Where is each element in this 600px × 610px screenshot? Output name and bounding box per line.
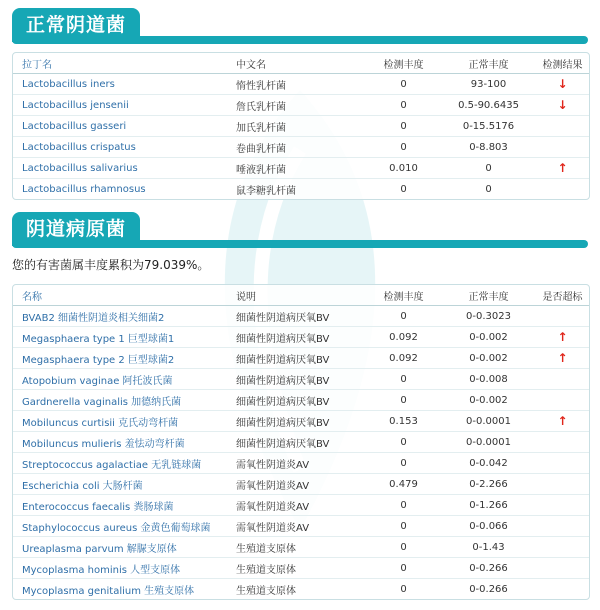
cell-normal: 0-0.066 — [441, 516, 536, 537]
table-row — [13, 158, 589, 179]
col-flag: 是否超标 — [536, 285, 589, 306]
pathogen-table — [12, 284, 590, 600]
cell-name: Mycoplasma hominis 人型支原体 — [13, 558, 227, 579]
cell-cn: 卷曲乳杆菌 — [227, 137, 366, 158]
cell-detected: 0 — [366, 537, 441, 558]
cell-desc: 生殖道支原体 — [236, 585, 296, 597]
table-row — [13, 432, 589, 453]
cell-flag — [536, 453, 589, 474]
cell-normal: 0-0.002 — [441, 327, 536, 348]
section-pathogen-title: 阴道病原菌 — [12, 212, 140, 246]
cell-desc: 细菌性阴道病厌氧BV — [227, 306, 366, 327]
table-row — [13, 453, 589, 474]
cell-normal: 0-0.002 — [441, 348, 536, 369]
cell-detected: 0 — [366, 390, 441, 411]
col-result: 检测结果 — [536, 53, 589, 74]
cell-detected: 0 — [366, 453, 441, 474]
cell-normal: 0-2.266 — [441, 474, 536, 495]
cell-desc: 细菌性阴道病厌氧BV — [227, 432, 366, 453]
cell-flag — [536, 579, 589, 600]
cell-normal: 0 — [441, 158, 536, 179]
cell-name: Gardnerella vaginalis 加德纳氏菌 — [13, 390, 227, 411]
table-row — [13, 95, 589, 116]
table-header-row — [13, 53, 589, 74]
cell-desc: 细菌性阴道病厌氧BV — [227, 411, 366, 432]
cell-latin: Lactobacillus rhamnosus — [22, 183, 146, 195]
cell-normal: 0-0.266 — [469, 583, 508, 595]
cell-desc: 细菌性阴道病厌氧BV — [227, 390, 366, 411]
cell-normal: 0-0.002 — [441, 390, 536, 411]
section-pathogen-header — [12, 212, 588, 254]
arrow-up-icon: ↑ — [557, 161, 568, 175]
cell-detected: 0.092 — [366, 327, 441, 348]
cell-latin: Lactobacillus jensenii — [13, 95, 227, 116]
cell-name: Ureaplasma parvum 解脲支原体 — [13, 537, 227, 558]
cell-flag — [536, 306, 589, 327]
cell-detected: 0 — [400, 183, 407, 195]
cell-detected: 0.479 — [366, 474, 441, 495]
arrow-down-icon: ↓ — [557, 77, 568, 91]
cell-flag — [536, 558, 589, 579]
cell-flag — [536, 432, 589, 453]
cell-cn: 加氏乳杆菌 — [227, 116, 366, 137]
cell-name: Megasphaera type 1 巨型球菌1 — [13, 327, 227, 348]
cell-detected: 0 — [366, 369, 441, 390]
cell-desc: 生殖道支原体 — [227, 537, 366, 558]
cell-result — [536, 116, 589, 137]
col-normal: 正常丰度 — [441, 53, 536, 74]
cell-desc: 需氧性阴道炎AV — [227, 453, 366, 474]
table-row — [13, 537, 589, 558]
table-row — [13, 179, 589, 200]
arrow-up-icon: ↑ — [557, 351, 568, 365]
cell-flag — [536, 474, 589, 495]
table-row — [13, 579, 589, 600]
cell-result — [536, 95, 589, 116]
cell-latin: Lactobacillus crispatus — [13, 137, 227, 158]
cell-detected: 0 — [366, 432, 441, 453]
cell-normal: 0-0.266 — [441, 558, 536, 579]
table-row — [13, 74, 589, 95]
cell-name: Enterococcus faecalis 粪肠球菌 — [13, 495, 227, 516]
section-normal-title: 正常阴道菌 — [12, 8, 140, 42]
cell-detected: 0 — [366, 495, 441, 516]
col-detected: 检测丰度 — [366, 285, 441, 306]
cell-detected: 0 — [400, 583, 407, 595]
cell-desc: 细菌性阴道病厌氧BV — [227, 327, 366, 348]
cell-desc: 细菌性阴道病厌氧BV — [227, 348, 366, 369]
table-row — [13, 516, 589, 537]
cell-cn: 唾液乳杆菌 — [227, 158, 366, 179]
cell-flag — [536, 516, 589, 537]
cell-desc: 需氧性阴道炎AV — [227, 495, 366, 516]
cell-normal: 0-1.43 — [441, 537, 536, 558]
cell-name: Megasphaera type 2 巨型球菌2 — [13, 348, 227, 369]
pathogen-summary: 您的有害菌属丰度累积为79.039%。 — [12, 258, 210, 272]
cell-latin: Lactobacillus gasseri — [13, 116, 227, 137]
cell-name: Atopobium vaginae 阿托波氏菌 — [13, 369, 227, 390]
arrow-up-icon: ↑ — [557, 414, 568, 428]
cell-name: Streptococcus agalactiae 无乳链球菌 — [13, 453, 227, 474]
cell-flag — [536, 495, 589, 516]
table-row — [13, 474, 589, 495]
cell-detected: 0 — [366, 516, 441, 537]
cell-desc: 生殖道支原体 — [227, 558, 366, 579]
cell-flag — [536, 369, 589, 390]
cell-name: Mobiluncus mulieris 羞怯动弯杆菌 — [13, 432, 227, 453]
cell-flag — [536, 327, 589, 348]
table-row — [13, 495, 589, 516]
cell-detected: 0.010 — [366, 158, 441, 179]
col-chinese: 中文名 — [227, 53, 366, 74]
table-row — [13, 306, 589, 327]
arrow-down-icon: ↓ — [557, 98, 568, 112]
cell-normal: 0-1.266 — [441, 495, 536, 516]
cell-cn: 詹氏乳杆菌 — [227, 95, 366, 116]
table-row — [13, 116, 589, 137]
cell-normal: 0-0.3023 — [441, 306, 536, 327]
table-row — [13, 369, 589, 390]
cell-normal: 93-100 — [441, 74, 536, 95]
col-normal: 正常丰度 — [441, 285, 536, 306]
section-normal-header — [12, 8, 588, 50]
cell-name: Mycoplasma genitalium 生殖支原体 — [22, 585, 195, 597]
col-name: 名称 — [13, 285, 227, 306]
table-row — [13, 327, 589, 348]
cell-result — [536, 74, 589, 95]
cell-detected: 0 — [366, 306, 441, 327]
col-desc: 说明 — [227, 285, 366, 306]
cell-latin: Lactobacillus salivarius — [13, 158, 227, 179]
cell-detected: 0 — [366, 74, 441, 95]
cell-latin: Lactobacillus iners — [13, 74, 227, 95]
cell-desc: 需氧性阴道炎AV — [227, 474, 366, 495]
table-row — [13, 390, 589, 411]
cell-flag — [536, 390, 589, 411]
cell-name: Mobiluncus curtisii 克氏动弯杆菌 — [13, 411, 227, 432]
normal-flora-table — [12, 52, 590, 200]
cell-result — [536, 179, 589, 200]
col-latin: 拉丁名 — [13, 53, 227, 74]
cell-normal: 0-15.5176 — [441, 116, 536, 137]
table-row — [13, 411, 589, 432]
cell-detected: 0 — [366, 558, 441, 579]
cell-normal: 0.5-90.6435 — [441, 95, 536, 116]
cell-normal: 0-0.0001 — [441, 411, 536, 432]
table-header-row — [13, 285, 589, 306]
cell-flag — [536, 537, 589, 558]
col-detected: 检测丰度 — [366, 53, 441, 74]
cell-name: Staphylococcus aureus 金黄色葡萄球菌 — [13, 516, 227, 537]
cell-detected: 0 — [366, 95, 441, 116]
cell-name: Escherichia coli 大肠杆菌 — [13, 474, 227, 495]
table-row — [13, 558, 589, 579]
cell-normal: 0-0.008 — [441, 369, 536, 390]
cell-detected: 0.092 — [366, 348, 441, 369]
cell-flag — [536, 348, 589, 369]
table-row — [13, 348, 589, 369]
cell-detected: 0 — [366, 116, 441, 137]
cell-result — [536, 158, 589, 179]
cell-result — [536, 137, 589, 158]
table-row — [13, 137, 589, 158]
cell-detected: 0 — [366, 137, 441, 158]
cell-detected: 0.153 — [366, 411, 441, 432]
cell-flag — [536, 411, 589, 432]
cell-normal: 0-8.803 — [441, 137, 536, 158]
arrow-up-icon: ↑ — [557, 330, 568, 344]
cell-normal: 0-0.0001 — [441, 432, 536, 453]
cell-cn: 鼠李糖乳杆菌 — [236, 185, 296, 197]
cell-desc: 细菌性阴道病厌氧BV — [227, 369, 366, 390]
cell-desc: 需氧性阴道炎AV — [227, 516, 366, 537]
cell-name: BVAB2 细菌性阴道炎相关细菌2 — [13, 306, 227, 327]
cell-cn: 惰性乳杆菌 — [227, 74, 366, 95]
cell-normal: 0 — [485, 183, 492, 195]
cell-normal: 0-0.042 — [441, 453, 536, 474]
